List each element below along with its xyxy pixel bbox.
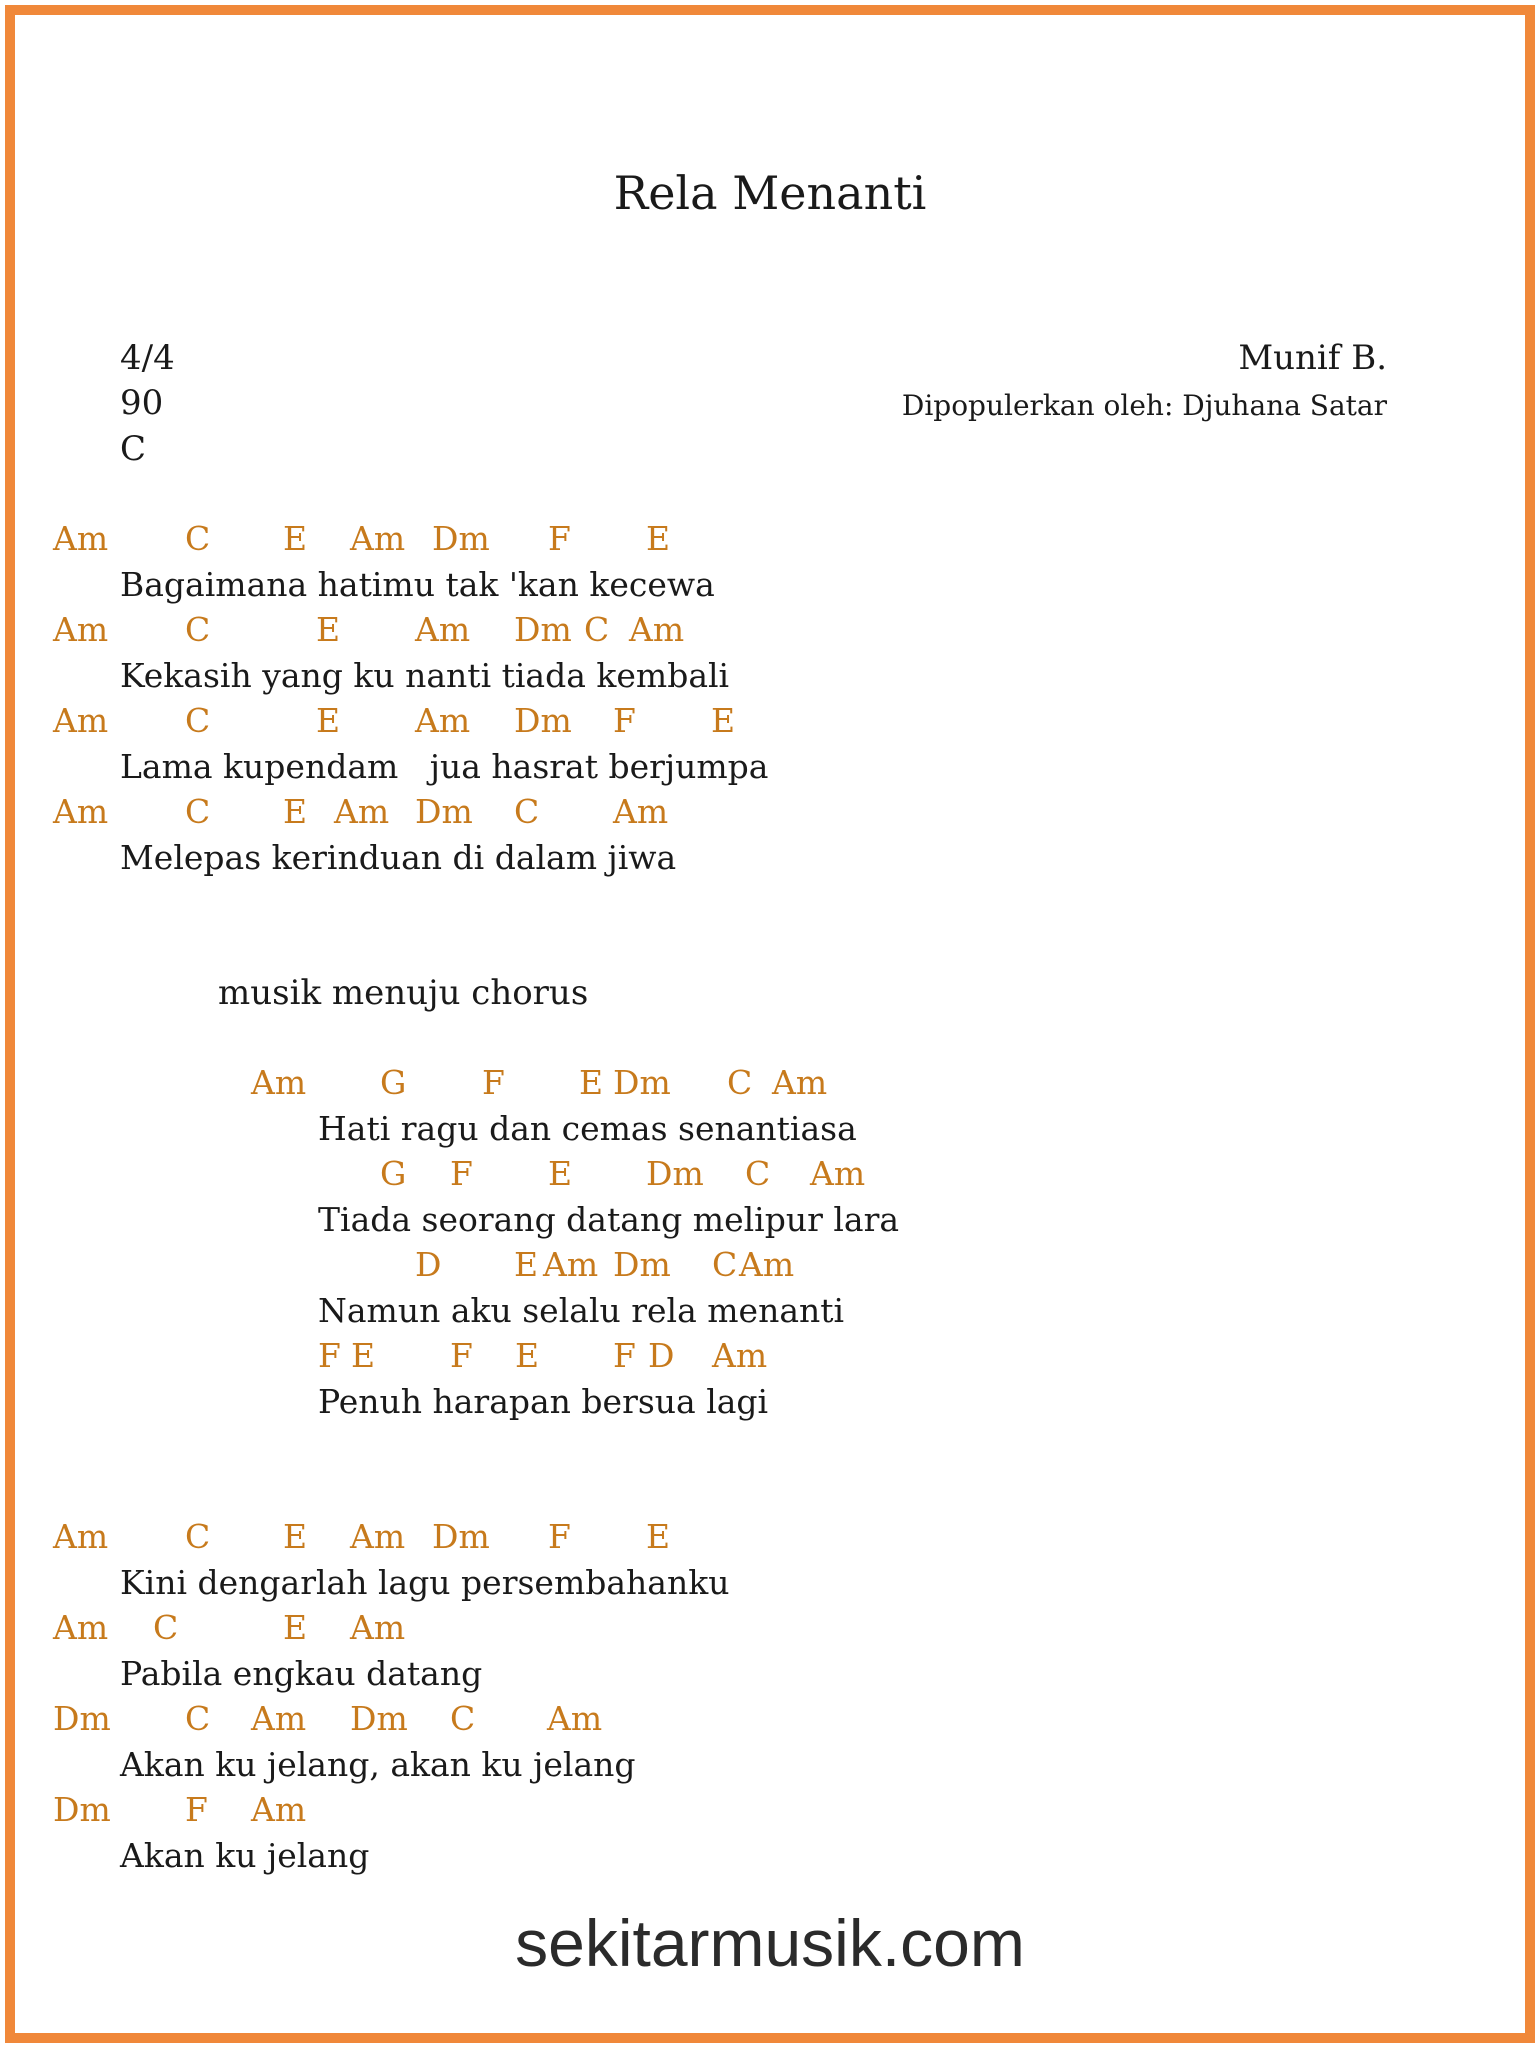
chord: Am	[251, 1790, 307, 1829]
chord: E	[283, 1608, 308, 1647]
chord: C	[185, 701, 211, 740]
chord: F	[450, 1336, 473, 1375]
chord: Am	[547, 1699, 603, 1738]
chord: E	[579, 1063, 604, 1102]
chord: C	[745, 1154, 771, 1193]
chord: Am	[810, 1154, 866, 1193]
key: C	[120, 429, 147, 469]
chord: C	[450, 1699, 476, 1738]
chord: E	[646, 1517, 671, 1556]
lyric-line: Akan ku jelang	[120, 1836, 370, 1875]
chord: Am	[350, 1608, 406, 1647]
chord: Am	[53, 792, 109, 831]
chord: E	[646, 519, 671, 558]
chord: C	[185, 519, 211, 558]
song-title: Rela Menanti	[613, 166, 927, 220]
chord: F	[482, 1063, 505, 1102]
chord: Dm	[514, 610, 572, 649]
chord: Am	[543, 1245, 599, 1284]
chord: Am	[350, 519, 406, 558]
chord: C	[185, 1699, 211, 1738]
chord: Am	[629, 610, 685, 649]
chord: C	[153, 1608, 179, 1647]
chord: Dm	[350, 1699, 408, 1738]
chord: G	[380, 1154, 407, 1193]
chord: F	[185, 1790, 208, 1829]
chord: Am	[53, 610, 109, 649]
interlude-label: musik menuju chorus	[218, 973, 589, 1013]
lyric-line: Akan ku jelang, akan ku jelang	[120, 1745, 636, 1784]
chord: D	[415, 1245, 442, 1284]
chord: E	[548, 1154, 573, 1193]
chord: E	[316, 701, 341, 740]
chord: E	[283, 1517, 308, 1556]
chord: C	[712, 1245, 738, 1284]
chord: F	[548, 1517, 571, 1556]
chord: E	[514, 1245, 539, 1284]
lyric-line: Penuh harapan bersua lagi	[318, 1382, 769, 1421]
lyric-line: Namun aku selalu rela menanti	[318, 1291, 845, 1330]
chord: C	[185, 792, 211, 831]
chord: Am	[712, 1336, 768, 1375]
chord: C	[185, 1517, 211, 1556]
chord: Am	[53, 519, 109, 558]
chord: C	[514, 792, 540, 831]
chord: Dm	[646, 1154, 704, 1193]
chord: G	[380, 1063, 407, 1102]
lyric-line: Tiada seorang datang melipur lara	[318, 1200, 900, 1239]
chord: Am	[415, 610, 471, 649]
chord: Am	[251, 1699, 307, 1738]
chord: C	[185, 610, 211, 649]
chord: Am	[613, 792, 669, 831]
chord: Am	[350, 1517, 406, 1556]
chord: Am	[772, 1063, 828, 1102]
chord: Dm	[514, 701, 572, 740]
chord: D	[648, 1336, 675, 1375]
chord: F	[613, 1336, 636, 1375]
page-frame	[5, 5, 1535, 2043]
chord: Dm	[432, 519, 490, 558]
chord: E	[283, 792, 308, 831]
chord: C	[727, 1063, 753, 1102]
chord: Am	[334, 792, 390, 831]
lyric-line: Melepas kerinduan di dalam jiwa	[120, 838, 677, 877]
chord: F	[548, 519, 571, 558]
chord: Am	[739, 1245, 795, 1284]
chord: Am	[415, 701, 471, 740]
chord: Am	[53, 1608, 109, 1647]
chord: E	[316, 610, 341, 649]
lyric-line: Bagaimana hatimu tak 'kan kecewa	[120, 565, 715, 604]
composer: Munif B.	[1238, 338, 1387, 378]
chord: Am	[251, 1063, 307, 1102]
chord: Dm	[613, 1063, 671, 1102]
tempo: 90	[120, 383, 164, 423]
chord: Dm	[613, 1245, 671, 1284]
lyric-line: Lama kupendam jua hasrat berjumpa	[120, 747, 769, 786]
watermark-site: sekitarmusik.com	[515, 1906, 1025, 1980]
chord: F	[450, 1154, 473, 1193]
lyric-line: Hati ragu dan cemas senantiasa	[318, 1109, 857, 1148]
time-signature: 4/4	[120, 338, 175, 378]
chord: E	[711, 701, 736, 740]
lyric-line: Pabila engkau datang	[120, 1654, 483, 1693]
chord: C	[584, 610, 610, 649]
chord: Dm	[432, 1517, 490, 1556]
chord: E	[351, 1336, 376, 1375]
chord: Dm	[415, 792, 473, 831]
chord: F	[613, 701, 636, 740]
chord: Am	[53, 1517, 109, 1556]
chord: Am	[53, 701, 109, 740]
popularized-by: Dipopulerkan oleh: Djuhana Satar	[901, 389, 1387, 422]
chord: Dm	[53, 1790, 111, 1829]
chord: F	[318, 1336, 341, 1375]
lyric-line: Kekasih yang ku nanti tiada kembali	[120, 656, 730, 695]
lyric-line: Kini dengarlah lagu persembahanku	[120, 1563, 730, 1602]
chord: Dm	[53, 1699, 111, 1738]
chord: E	[283, 519, 308, 558]
chord: E	[515, 1336, 540, 1375]
